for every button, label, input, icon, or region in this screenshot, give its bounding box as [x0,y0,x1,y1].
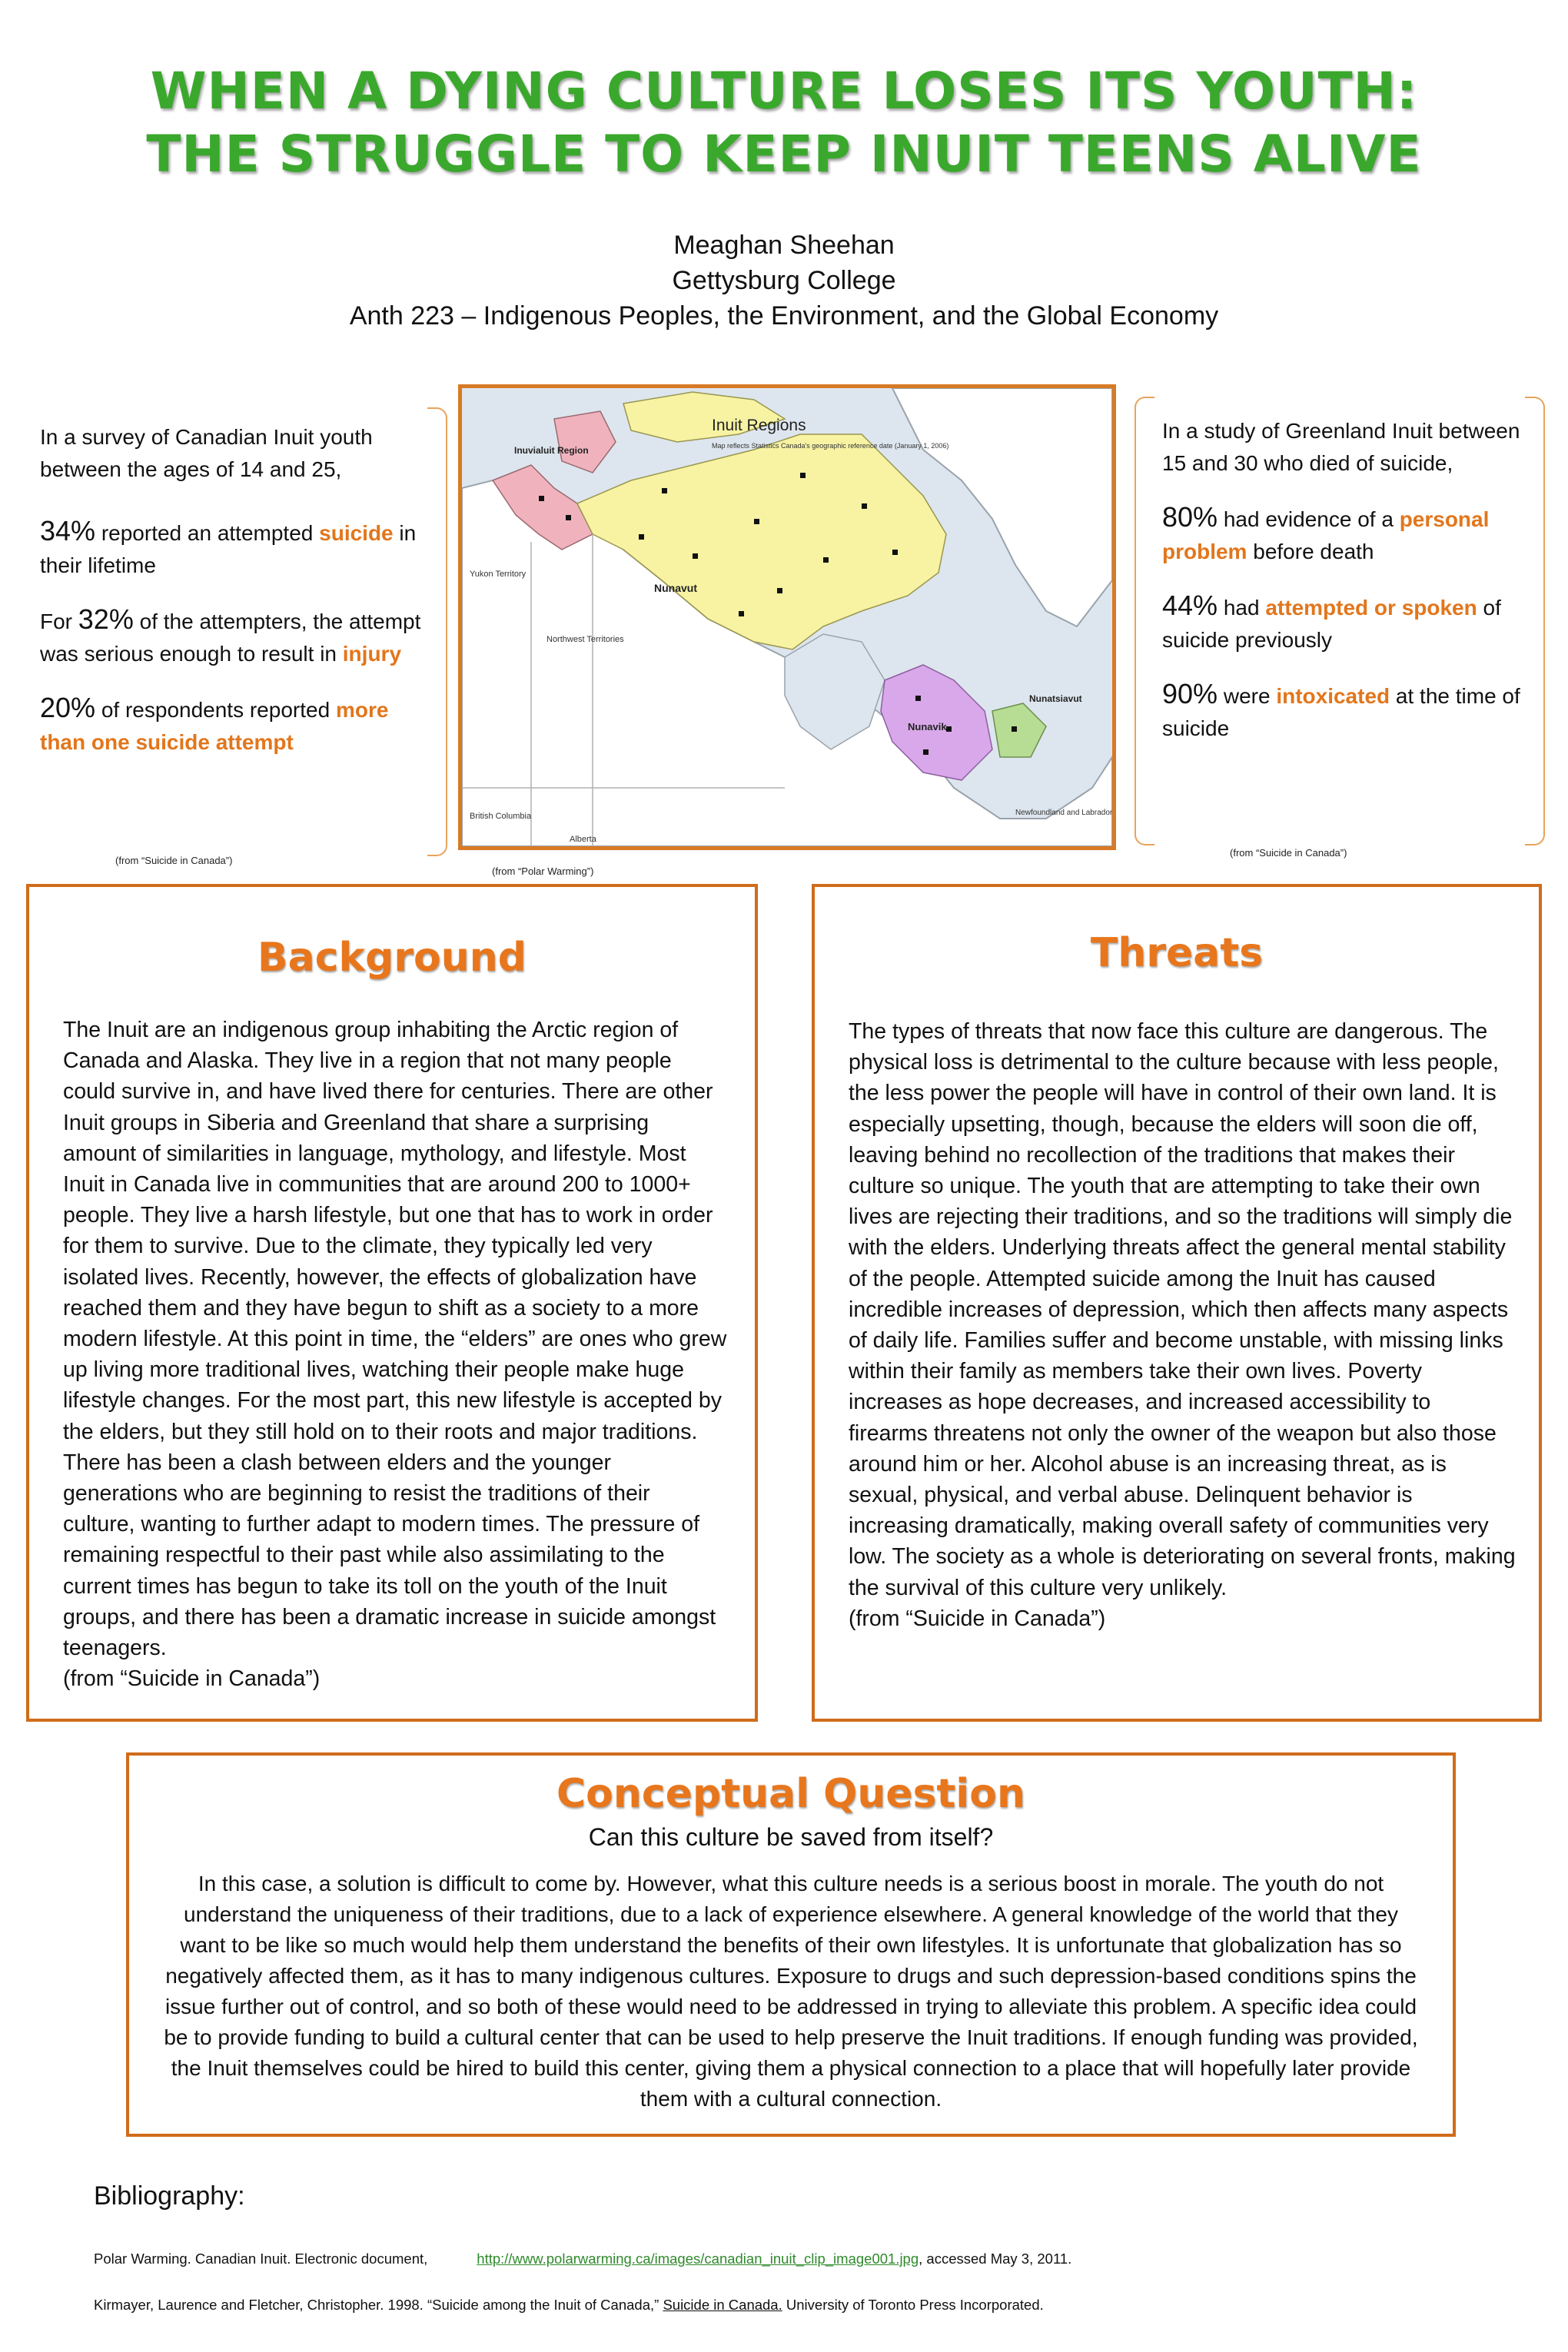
conceptual-answer-text: In this case, a solution is difficult to come by. However, what this culture needs is a serious boost in morale. The youth do not understand the uniqueness of their traditions, due to a lack of experience elsewhere. A general knowledge of the world that they want to be like so much would help them understand the benefits of their own lifestyles. It is unfortunate that globalization has so negatively affected them, as it has to many indigenous cultures. Exposure to drugs and such depression-based conditions spins the issue further out of control, and so both of these would need to be addressed in trying to alleviate this problem. A specific idea could be to provide funding to build a cultural center that can be used to help preserve the Inuit traditions. If enough funding was provided, the Inuit themselves could be hired to build this center, giving them a physical connection to a place that will hopefully later provide them with a cultural connection. [164,1872,1418,2111]
map-title-label: Inuit Regions [712,417,806,434]
map-label-nfld: Newfoundland and Labrador [1015,809,1112,817]
right-stat-1: 80% had evidence of a personal problem before death [1162,501,1490,563]
background-panel [26,884,758,1722]
map-note-label: Map reflects Statistics Canada's geographic reference date (January 1, 2006) [712,442,949,450]
conceptual-question-panel [126,1752,1456,2137]
right-bracket-left [1134,397,1154,845]
background-citation: (from “Suicide in Canada”) [63,1666,321,1692]
map-label-nunatsiavut: Nunatsiavut [1029,693,1082,704]
right-stats-citation: (from “Suicide in Canada”) [1230,847,1347,859]
left-stat-2: For 32% of the attempters, the attempt was serious enough to result in injury [40,603,421,666]
poster-title-line-2: THE STRUGGLE TO KEEP INUIT TEENS ALIVE [146,125,1422,184]
threats-citation: (from “Suicide in Canada”) [849,1606,1106,1631]
map-label-alberta: Alberta [570,835,596,844]
map-label-inuvialuit: Inuvialuit Region [514,445,589,456]
bibliography-entry-1: Polar Warming. Canadian Inuit. Electronic document, http://www.polarwarming.ca/images/canadian_inuit_clip_image001.jpg, accessed May 3, 2011. [94,2251,1072,2267]
left-stats-citation: (from “Suicide in Canada”) [115,855,233,866]
map-label-nwt: Northwest Territories [546,635,624,644]
bibliography-link[interactable]: http://www.polarwarming.ca/images/canadian_inuit_clip_image001.jpg [477,2251,919,2267]
left-bracket [427,407,447,856]
right-stat-2: 44% had attempted or spoken of suicide previously [1162,590,1501,652]
right-stats-box [1162,415,1523,745]
threats-panel [812,884,1542,1722]
bibliography-entry-2: Kirmayer, Laurence and Fletcher, Christopher. 1998. “Suicide among the Inuit of Canada,” Suicide in Canada. University of Toronto Press Incorporated. [94,2297,1044,2313]
college-name: Gettysburg College [672,266,896,295]
poster-title-line-1: WHEN A DYING CULTURE LOSES ITS YOUTH: [150,61,1418,121]
author-name: Meaghan Sheehan [673,231,895,260]
map-citation: (from “Polar Warming”) [492,865,594,877]
map-label-nunavut: Nunavut [654,582,697,594]
right-bracket-right [1525,397,1545,845]
inuit-regions-map [458,384,1116,850]
background-text: The Inuit are an indigenous group inhabiting the Arctic region of Canada and Alaska. They live in a region that not many people could survive in, and have lived there for centuries. There are other Inuit groups in Siberia and Greenland that share a surprising amount of similarities in language, mythology, and lifestyle. Most Inuit in Canada live in communities that are around 200 to 1000+ people. They live a harsh lifestyle, but one that has to work in order for them to survive. Due to the climate, they typically led very isolated lives. Recently, however, the effects of globalization have reached them and they have begun to shift as a society to a more modern lifestyle. At this point in time, the “elders” are ones who grew up living more traditional lives, watching their people make huge lifestyle changes. For the most part, this new lifestyle is accepted by the elders, but they still hold on to their roots and major traditions. There has been a clash between elders and the younger generations who are beginning to resist the traditions of their culture, wanting to further adapt to modern times. The pressure of remaining respectful to their past while also assimilating to the current times has begun to take its toll on the youth of the Inuit groups, and there has been a dramatic increase in suicide amongst teenagers. [63,1018,727,1661]
right-stat-3: 90% were intoxicated at the time of suicide [1162,678,1520,740]
map-label-nunavik: Nunavik [908,721,947,733]
left-stats-box [40,421,436,759]
right-stats-intro: In a study of Greenland Inuit between 15 and 30 who died of suicide, [1162,419,1520,475]
left-stats-intro: In a survey of Canadian Inuit youth between the ages of 14 and 25, [40,425,373,481]
threats-heading: Threats [1090,930,1264,976]
map-graphic [462,388,1112,846]
left-stat-1: 34% reported an attempted suicide in their lifetime [40,515,417,577]
conceptual-heading: Conceptual Question [556,1771,1025,1817]
threats-text: The types of threats that now face this culture are dangerous. The physical loss is detrimental to the culture because with less people, the less power the people will have in control of their own land. It is especially upsetting, though, because the elders will soon die off, leaving behind no recollection of the traditions that makes their culture so unique. The youth that are attempting to take their own lives are rejecting their traditions, and so the traditions will simply die with the elders. Underlying threats affect the general mental stability of the people. Attempted suicide among the Inuit has caused incredible increases of depression, which then affects many aspects of daily life. Families suffer and become unstable, with missing links within their family as members take their own lives. Poverty increases as hope decreases, and increased accessibility to firearms threatens not only the owner of the weapon but also those around him or her. Alcohol abuse is an increasing threat, as is sexual, physical, and verbal abuse. Delinquent behavior is increasing dramatically, making overall safety of communities very low. The society as a whole is deteriorating on several fronts, making the survival of this culture very unlikely. [849,1019,1516,1600]
conceptual-question-text: Can this culture be saved from itself? [588,1823,994,1851]
course-name: Anth 223 – Indigenous Peoples, the Environment, and the Global Economy [349,301,1219,331]
left-stat-3: 20% of respondents reported more than one suicide attempt [40,692,389,754]
map-label-bc: British Columbia [470,812,532,821]
bibliography-heading: Bibliography: [94,2181,245,2211]
map-label-yukon: Yukon Territory [470,570,527,579]
background-heading: Background [257,935,527,981]
